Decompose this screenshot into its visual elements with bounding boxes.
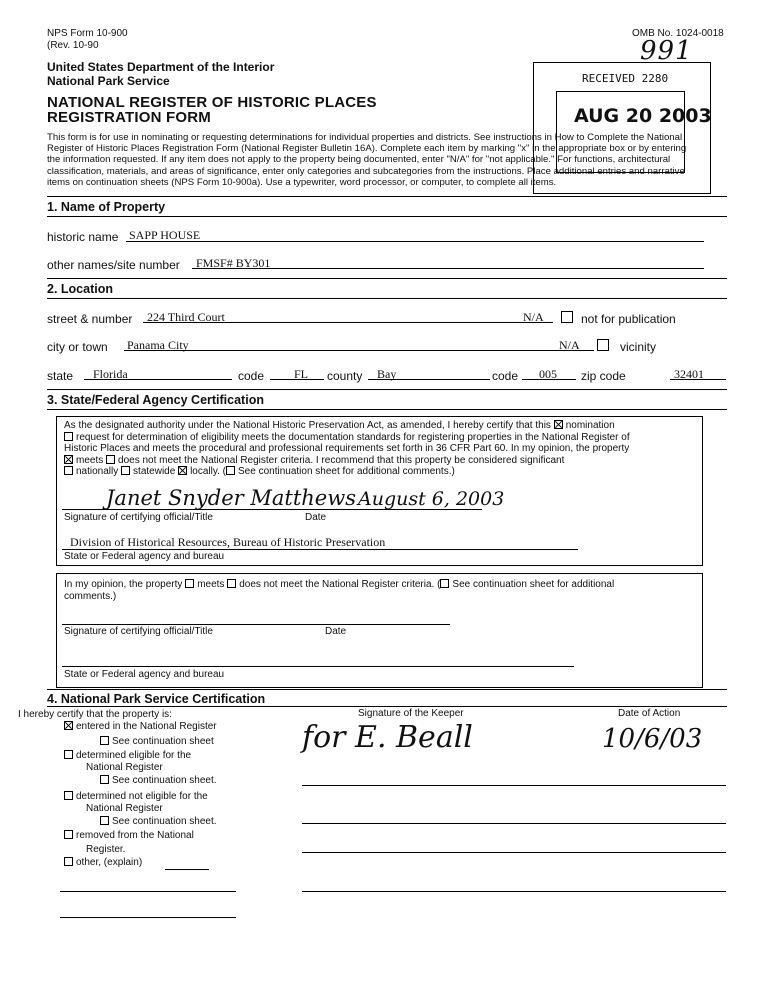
nps-option-other: other, (explain) — [64, 857, 142, 869]
nomination-checkbox[interactable] — [554, 420, 563, 429]
state-code-label: code — [238, 369, 265, 383]
removed-checkbox[interactable] — [64, 830, 73, 839]
state-value[interactable]: Florida — [93, 367, 128, 381]
agency-label: State or Federal agency and bureau — [64, 551, 225, 562]
form-revision: (Rev. 10-90 — [47, 40, 99, 51]
date-label-2: Date — [325, 626, 347, 637]
section-4-heading: 4. National Park Service Certification — [47, 692, 266, 706]
keeper-signature-label: Signature of the Keeper — [358, 708, 464, 719]
continuation-checkbox[interactable] — [226, 466, 235, 475]
received-label: RECEIVED 2280 — [582, 72, 669, 85]
opinion-not-meet-checkbox[interactable] — [227, 579, 236, 588]
section-1-heading: 1. Name of Property — [47, 200, 166, 214]
certifying-signature: Janet Snyder Matthews — [106, 486, 356, 510]
vicinity-checkbox[interactable] — [597, 336, 609, 354]
eligible-continuation-checkbox[interactable] — [100, 775, 109, 784]
zip-label: zip code — [581, 369, 626, 383]
certifying-signature-date: August 6, 2003 — [358, 488, 505, 510]
handwritten-number: 991 — [640, 36, 693, 66]
date-label: Date — [305, 512, 327, 523]
street-value[interactable]: 224 Third Court — [147, 310, 225, 324]
county-code-label: code — [492, 369, 519, 383]
section-2-heading: 2. Location — [47, 282, 113, 296]
other-names-label: other names/site number — [47, 258, 180, 272]
signature-label: Signature of certifying official/Title — [64, 512, 213, 523]
instructions-text: This form is for use in nominating or requesting determinations for individual properties and districts. See instructions in How to Complete the National Register of Historic Places Registration Form (National Register Bulletin 16A). Complete each item by marking "x" in the appropriate box or by entering the information requested. If any item does not apply to the property being documented, enter "N/A" for "not applicable." For functions, architectural classification, materials, and areas of significance, enter only categories and subcategories from the instructions. Place additional entries and narrative items on continuation sheets (NPS Form 10-900a). Use a typewriter, word processor, or computer, to complete all items. — [47, 132, 687, 188]
zip-value[interactable]: 32401 — [674, 367, 704, 381]
nps-option-removed: removed from the National Register. — [64, 830, 194, 855]
vicinity-label: vicinity — [620, 340, 657, 354]
eligible-checkbox[interactable] — [64, 750, 73, 759]
historic-name-value[interactable]: SAPP HOUSE — [129, 228, 201, 242]
service-name: National Park Service — [47, 74, 170, 88]
does-not-meet-checkbox[interactable] — [106, 455, 115, 464]
request-checkbox[interactable] — [64, 432, 73, 441]
entered-continuation-checkbox[interactable] — [100, 736, 109, 745]
city-value[interactable]: Panama City — [127, 338, 189, 352]
not-for-publication-label: not for publication — [581, 312, 676, 326]
form-title: NATIONAL REGISTER OF HISTORIC PLACES — [47, 94, 377, 111]
form-subtitle: REGISTRATION FORM — [47, 109, 211, 126]
county-code-value[interactable]: 005 — [539, 367, 557, 381]
signature-label-2: Signature of certifying official/Title — [64, 626, 213, 637]
nationally-checkbox[interactable] — [64, 466, 73, 475]
nps-option-entered: entered in the National Register See continuation sheet — [64, 721, 217, 747]
city-label: city or town — [47, 340, 108, 354]
nps-option-not-eligible: determined not eligible for the National Register See continuation sheet. — [64, 791, 217, 828]
form-number: NPS Form 10-900 — [47, 28, 128, 39]
not-eligible-checkbox[interactable] — [64, 791, 73, 800]
na-publication: N/A — [523, 310, 544, 324]
certification-text: As the designated authority under the National Historic Preservation Act, as amended, I hereby certify that this nomination request for determination of eligibility meets the documentation standards for registering properties in the National Register of Historic Places and meets the procedural and professional requirements set forth in 36 CFR Part 60. In my opinion, the property meets does not meet the National Register criteria. I recommend that this property be considered significant nationally statewide locally. ( See continuation sheet for additional comments.) — [64, 420, 630, 478]
locally-checkbox[interactable] — [178, 466, 187, 475]
state-label: state — [47, 369, 74, 383]
county-label: county — [327, 369, 363, 383]
opinion-continuation-checkbox[interactable] — [440, 579, 449, 588]
other-names-value[interactable]: FMSF# BY301 — [196, 256, 271, 270]
statewide-checkbox[interactable] — [121, 466, 130, 475]
other-checkbox[interactable] — [64, 857, 73, 866]
street-label: street & number — [47, 312, 133, 326]
agency-value[interactable]: Division of Historical Resources, Bureau of Historic Preservation — [70, 535, 386, 549]
opinion-text: In my opinion, the property meets does not meet the National Register criteria. ( See continuation sheet for additional comments.) — [64, 579, 615, 602]
section-3-heading: 3. State/Federal Agency Certification — [47, 393, 264, 407]
na-vicinity: N/A — [559, 338, 580, 352]
county-value[interactable]: Bay — [377, 367, 397, 381]
agency-label-2: State or Federal agency and bureau — [64, 669, 225, 680]
date-of-action-value: 10/6/03 — [602, 724, 703, 754]
opinion-meets-checkbox[interactable] — [185, 579, 194, 588]
not-for-publication-checkbox[interactable] — [561, 308, 573, 326]
received-date: AUG 20 2003 — [574, 105, 712, 127]
meets-checkbox[interactable] — [64, 455, 73, 464]
historic-name-label: historic name — [47, 230, 119, 244]
department-name: United States Department of the Interior — [47, 60, 275, 74]
keeper-signature: for E. Beall — [302, 720, 473, 755]
nps-option-eligible: determined eligible for the National Register See continuation sheet. — [64, 750, 217, 787]
nps-certify-intro: I hereby certify that the property is: — [18, 709, 172, 720]
omb-number: OMB No. 1024-0018 — [632, 28, 724, 39]
date-of-action-label: Date of Action — [618, 708, 681, 719]
entered-checkbox[interactable] — [64, 721, 73, 730]
state-code-value[interactable]: FL — [294, 367, 309, 381]
not-eligible-continuation-checkbox[interactable] — [100, 816, 109, 825]
